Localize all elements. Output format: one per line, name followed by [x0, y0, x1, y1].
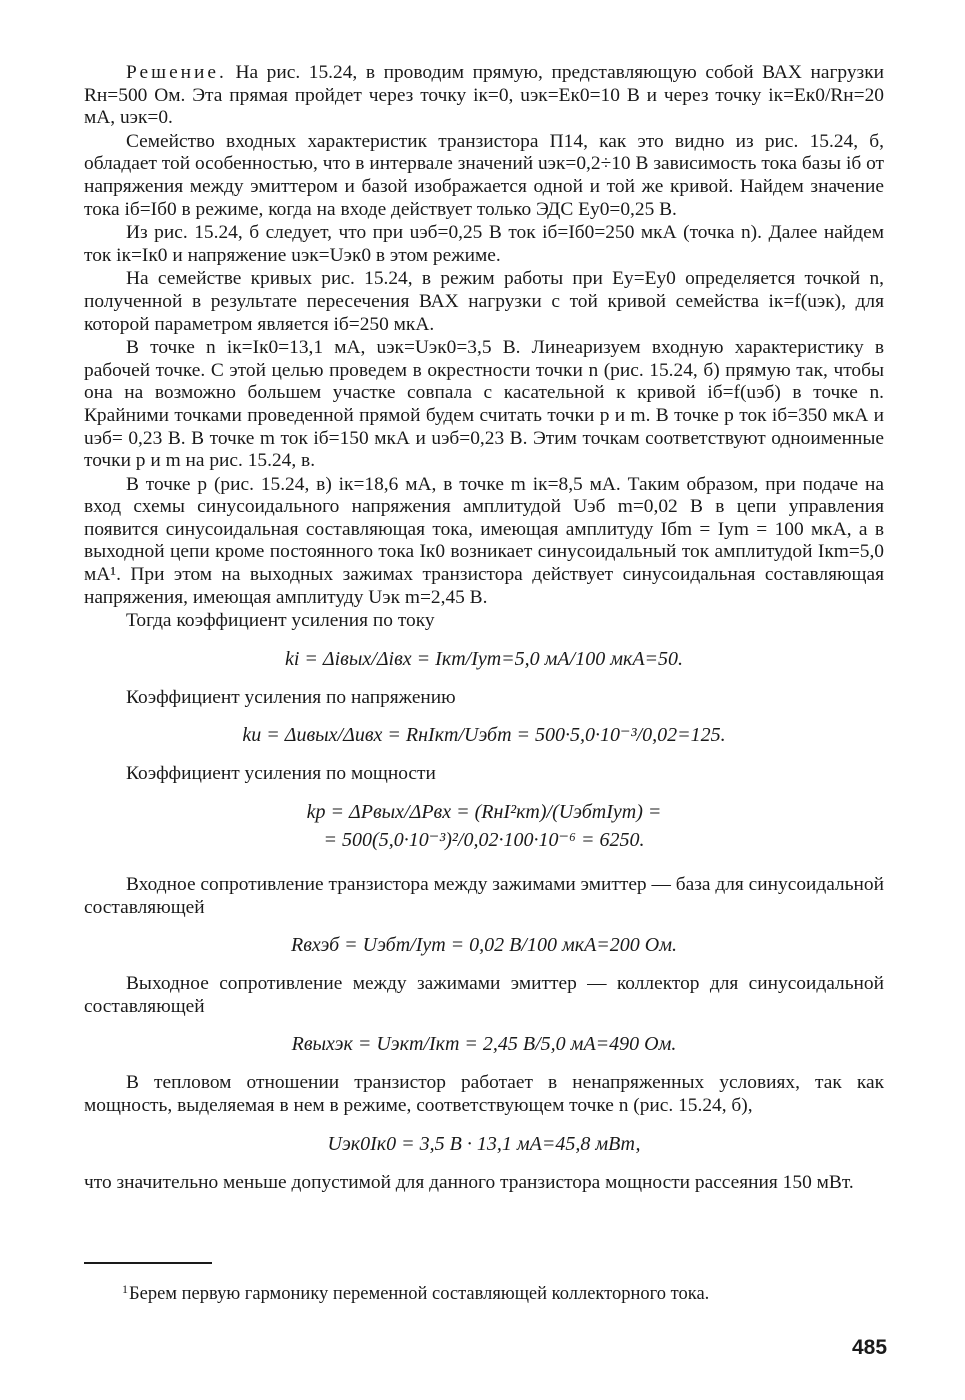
paragraph: В тепловом отношении транзистор работает в ненапряженных условиях, так как мощность, выделяемая в нем в режиме, соответствующем точке n (рис. 15.24, б),	[84, 1072, 884, 1116]
footnote-text: Берем первую гармонику переменной составляющей коллекторного тока.	[129, 1284, 710, 1304]
equation-current-gain: ki = Δiвых/Δiвх = Iкm/Iуm=5,0 мА/100 мкА=50.	[284, 647, 684, 670]
equation-input-resistance: Rвхэб = Uэбm/Iуm = 0,02 В/100 мкА=200 Ом.	[291, 934, 677, 957]
paragraph: Выходное сопротивление между зажимами эмиттер — коллектор для синусоидальной составляющей	[84, 973, 884, 1017]
paragraph: На семействе кривых рис. 15.24, в режим работы при Eу=Eу0 определяется точкой n, полученной в результате пересечения ВАХ нагрузки с той кривой семейства iк=f(uэк), для которой параметром является iб=250 мкА.	[84, 268, 884, 335]
paragraph-text: На рис. 15.24, в проводим прямую, представляющую собой ВАХ нагрузки Rн=500 Ом. Эта прямая пройдет через точку iк=0, uэк=Eк0=10 В и через точку iк=Eк0/Rн=20 мА, uэк=0.	[84, 62, 884, 129]
main-text	[84, 62, 884, 1195]
paragraph-solution	[84, 62, 884, 130]
paragraph: Из рис. 15.24, б следует, что при uэб=0,25 В ток iб=Iб0=250 мкА (точка n). Далее найдем ток iк=Iк0 и напряжение uэк=Uэк0 в этом режиме.	[84, 222, 884, 266]
paragraph: Семейство входных характеристик транзистора П14, как это видно из рис. 15.24, б, обладает той особенностью, что в интервале значений uэк=0,2÷10 В зависимость тока базы iб от напряжения между эмиттером и базой изображается одной и той же кривой. Найдем значение тока iб=Iб0 в режиме, когда на входе действует только ЭДС Ey0=0,25 В.	[84, 130, 884, 220]
paragraph: Коэффициент усиления по напряжению	[126, 686, 456, 708]
solution-heading: Решение.	[126, 62, 227, 83]
footnote-mark: 1	[122, 1282, 128, 1296]
equation-voltage-gain: ku = Δuвых/Δuвх = RнIкm/Uэбm = 500·5,0·10⁻³/0,02=125.	[242, 724, 726, 747]
equation-output-resistance: Rвыхэк = Uэкm/Iкm = 2,45 В/5,0 мА=490 Ом.	[291, 1033, 677, 1056]
footnote-divider	[84, 1262, 212, 1264]
equation-power-gain-result: = 500(5,0·10⁻³)²/0,02·100·10⁻⁶ = 6250.	[323, 829, 645, 852]
paragraph: Тогда коэффициент усиления по току	[126, 610, 435, 632]
equation-power-gain: kp = ΔPвых/ΔPвх = (RнI²кm)/(UэбmIуm) =	[306, 801, 662, 824]
paragraph: В точке n iк=Iк0=13,1 мА, uэк=Uэк0=3,5 В. Линеаризуем входную характеристику в рабочей точке. С этой целью проведем в окрестности точки n (рис. 15.24, б) прямую так, чтобы она на возможно большем участке совпала с касательной к кривой iб=f(uэб) в точке n. Крайними точками проведенной прямой будем считать точки p и m. В точке p ток iб=350 мкА и uэб= 0,23 В. В точке m ток iб=150 мкА и uэб=0,23 В. Этим точкам соответствуют одноименные точки p и m на рис. 15.24, в.	[84, 337, 884, 472]
paragraph: В точке p (рис. 15.24, в) iк=18,6 мА, в точке m iк=8,5 мА. Таким образом, при подаче на вход схемы синусоидального напряжения амплитудой Uэб m=0,02 В в цепи управления появится синусоидальная составляющая тока, имеющая амплитуду Iбm = Iуm = 100 мкА, а в выходной цепи кроме постоянного тока Iк0 возникает синусоидальный ток амплитудой Iкm=5,0 мА¹. При этом на выходных зажимах транзистора действует синусоидальная составляющая напряжения, имеющая амплитуду Uэк m=2,45 В.	[84, 473, 884, 608]
paragraph: Входное сопротивление транзистора между зажимами эмиттер — база для синусоидальной составляющей	[84, 874, 884, 918]
equation-dissipated-power: Uэк0Iк0 = 3,5 В · 13,1 мА=45,8 мВт,	[327, 1132, 641, 1155]
page-number: 485	[852, 1336, 888, 1359]
paragraph: что значительно меньше допустимой для данного транзистора мощности рассеяния 150 мВт.	[84, 1171, 854, 1193]
footnote	[122, 1278, 882, 1305]
paragraph: Коэффициент усиления по мощности	[126, 763, 436, 785]
